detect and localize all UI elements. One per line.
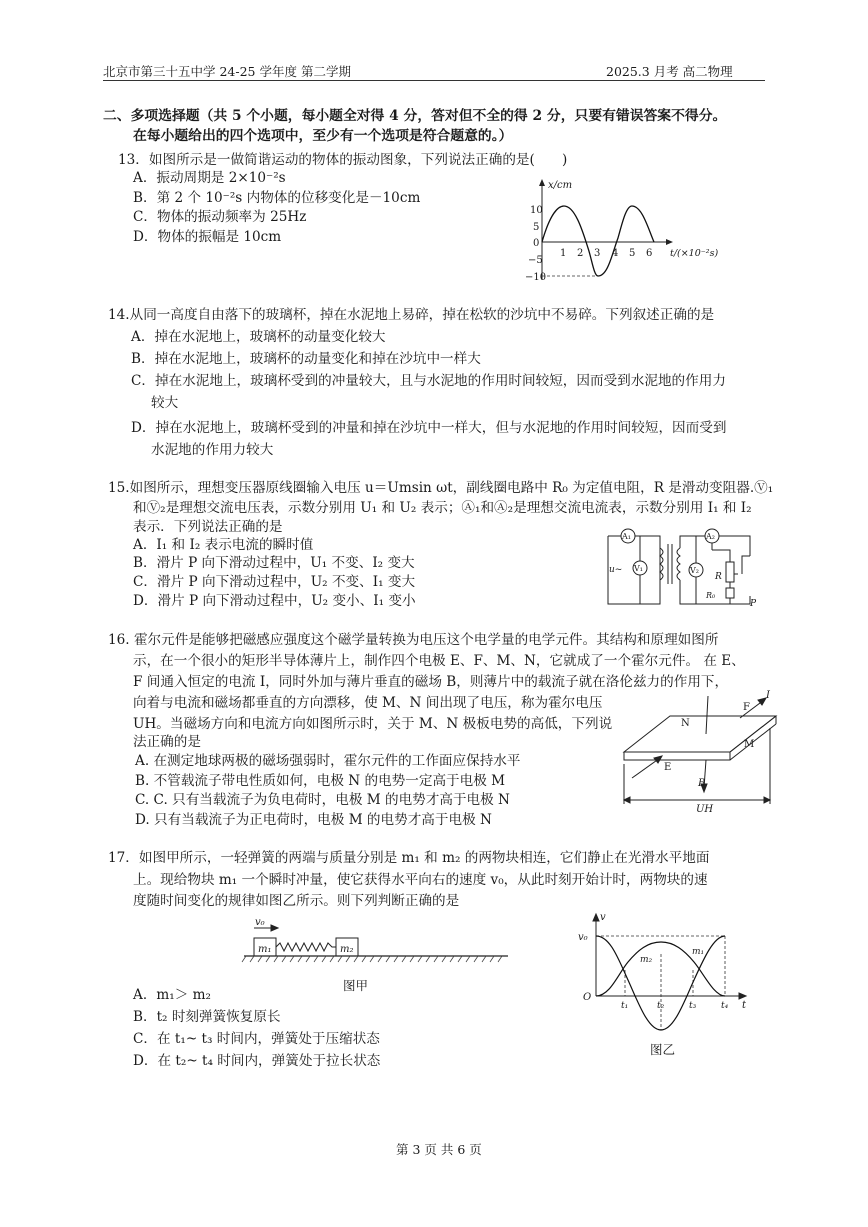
q17-stem-line2: 上。现给物块 m₁ 一个瞬时冲量，使它获得水平向右的速度 v₀，从此时刻开始计时，两物块的速 — [133, 872, 708, 888]
page-footer: 第 3 页 共 6 页 — [396, 1142, 482, 1157]
q15-option-b: B．滑片 P 向下滑动过程中，U₁ 不变、I₂ 变大 — [133, 555, 415, 571]
header-right: 2025.3 月考 高二物理 — [606, 64, 733, 79]
q15-stem-line3: 表示．下列说法正确的是 — [133, 519, 283, 535]
q17-m1-velocity-curve — [596, 936, 725, 1030]
q15-option-d: D．滑片 P 向下滑动过程中，U₂ 变小、I₁ 变小 — [133, 593, 416, 609]
q13-option-a: A．振动周期是 2×10⁻²s — [133, 170, 286, 186]
q17-stem-line1: 17．如图甲所示，一轻弹簧的两端与质量分别是 m₁ 和 m₂ 的两物块相连，它们静止在光滑水平地面 — [108, 850, 710, 866]
q15-source-label: u~ — [609, 565, 623, 575]
q17-option-b: B．t₂ 时刻弹簧恢复原长 — [133, 1009, 281, 1025]
q14-option-c-cont: 较大 — [151, 395, 179, 411]
q15-option-a: A．I₁ 和 I₂ 表示电流的瞬时值 — [133, 537, 314, 553]
q16-line6: 法正确的是 — [133, 734, 201, 750]
q17-v-axis-label: v — [600, 912, 606, 923]
q15-stem-line1: 15.如图所示，理想变压器原线圈输入电压 u＝Umsin ωt，副线圈电路中 R₀ 为定值电阻，R 是滑动变阻器.Ⓥ₁ — [108, 480, 774, 496]
q17-m1-block-label: m₁ — [258, 944, 272, 955]
q14-option-d-cont: 水泥地的作用力较大 — [151, 442, 274, 458]
q13-stem: 13．如图所示是一做简谐运动的物体的振动图象，下列说法正确的是( ) — [118, 152, 568, 168]
q15-a2-label: A₂ — [706, 532, 715, 541]
q16-i-label: I — [766, 690, 770, 701]
q15-transformer-circuit — [600, 526, 770, 610]
q17-m2-block-label: m₂ — [340, 944, 354, 955]
q16-m-label: M — [744, 739, 755, 750]
q16-line3: F 间通入恒定的电流 I，同时外加与薄片垂直的磁场 B，则薄片中的载流子就在洛伦兹力的作用下， — [133, 674, 729, 690]
q14-stem: 14.从同一高度自由落下的玻璃杯，掉在水泥地上易碎，掉在松软的沙坑中不易碎。下列叙述正确的是 — [108, 307, 715, 323]
q17-t2-label: t₂ — [657, 1001, 665, 1011]
q15-v2-label: V₂ — [690, 566, 699, 575]
q13-option-d: D．物体的振幅是 10cm — [133, 229, 282, 245]
q16-line2: 示，在一个很小的矩形半导体薄片上，制作四个电极 E、F、M、N，它就成了一个霍尔元件。 在 E、 — [133, 653, 745, 669]
q16-option-a: A. 在测定地球两极的磁场强弱时，霍尔元件的工作面应保持水平 — [135, 753, 521, 769]
q17-v0-tick: v₀ — [578, 932, 588, 943]
q17-option-a: A．m₁＞ m₂ — [133, 987, 212, 1003]
q16-option-d: D. 只有当载流子为正电荷时，电极 M 的电势才高于电极 N — [135, 812, 492, 828]
q16-f-label: F — [743, 702, 750, 713]
q17-t1-label: t₁ — [621, 1001, 629, 1011]
q15-option-c: C．滑片 P 向下滑动过程中，U₂ 不变、I₁ 变大 — [133, 574, 416, 590]
q17-fig-a-spring-blocks — [240, 912, 512, 1000]
q14-option-d: D．掉在水泥地上，玻璃杯受到的冲量和掉在沙坑中一样大，但与水泥地的作用时间较短，因而受到 — [131, 420, 727, 436]
q17-fig-b-velocity-graph — [578, 910, 758, 1058]
section-title-line2: 在每小题给出的四个选项中，至少有一个选项是符合题意的。） — [133, 128, 513, 144]
q17-t4-label: t₄ — [721, 1001, 729, 1011]
q16-e-label: E — [664, 762, 672, 773]
q17-m1-curve-label: m₁ — [692, 947, 705, 957]
q16-hall-element-figure — [620, 688, 786, 818]
q13-wave-curve — [542, 206, 654, 276]
header-left: 北京市第三十五中学 24-25 学年度 第二学期 — [103, 64, 351, 79]
q13-option-c: C．物体的振动频率为 25Hz — [133, 209, 307, 225]
q17-origin-label: O — [583, 992, 592, 1003]
q16-option-c: C. C. 只有当载流子为负电荷时，电极 M 的电势才高于电极 N — [135, 792, 510, 808]
q13-y-axis-label: x/cm — [548, 180, 573, 191]
q15-r0-label: R₀ — [706, 591, 716, 600]
q13-oscillation-graph — [525, 176, 728, 288]
q13-x-tick: 3 — [594, 248, 601, 259]
q17-v0-label: v₀ — [255, 917, 265, 928]
q15-a1-label: A₁ — [622, 532, 631, 541]
q17-m2-curve-label: m₂ — [640, 955, 653, 965]
q14-option-a: A．掉在水泥地上，玻璃杯的动量变化较大 — [131, 329, 386, 345]
q17-t-axis-label: t — [742, 1000, 747, 1011]
q13-y-tick: 0 — [533, 238, 540, 249]
q17-option-d: D．在 t₂~ t₄ 时间内，弹簧处于拉长状态 — [133, 1053, 381, 1069]
q15-r-label: R — [715, 572, 722, 582]
q13-x-tick: 2 — [577, 248, 584, 259]
q16-n-label: N — [681, 718, 690, 729]
q17-fig-a-caption: 图甲 — [343, 978, 369, 993]
q16-uh-label: UH — [696, 804, 714, 815]
q14-option-c: C．掉在水泥地上，玻璃杯受到的冲量较大，且与水泥地的作用时间较短，因而受到水泥地的作用力 — [131, 373, 726, 389]
q17-m2-velocity-curve — [596, 942, 725, 996]
q16-option-b: B. 不管载流子带电性质如何，电极 N 的电势一定高于电极 M — [135, 773, 506, 789]
q15-p-label: P — [750, 599, 757, 609]
q13-y-tick: 10 — [530, 205, 543, 216]
q15-stem-line2: 和Ⓥ₂是理想交流电压表，示数分别用 U₁ 和 U₂ 表示；Ⓐ₁和Ⓐ₂是理想交流电流表，示数分别用 I₁ 和 I₂ — [133, 500, 752, 516]
section-title-line1: 二、多项选择题（共 5 个小题，每小题全对得 4 分，答对但不全的得 2 分，只要有错误答案不得分。 — [103, 108, 727, 124]
q17-fig-b-caption: 图乙 — [650, 1042, 676, 1057]
q16-b-label: B — [698, 778, 706, 789]
q14-option-b: B．掉在水泥地上，玻璃杯的动量变化和掉在沙坑中一样大 — [131, 351, 481, 367]
q13-option-b: B．第 2 个 10⁻²s 内物体的位移变化是－10cm — [133, 190, 421, 206]
q13-x-tick: 1 — [560, 248, 567, 259]
q17-option-c: C．在 t₁~ t₃ 时间内，弹簧处于压缩状态 — [133, 1031, 380, 1047]
q16-line1: 16. 霍尔元件是能够把磁感应强度这个磁学量转换为电压这个电学量的电学元件。其结构和原理如图所 — [108, 632, 719, 648]
q17-stem-line3: 度随时间变化的规律如图乙所示。则下列判断正确的是 — [133, 893, 460, 909]
q13-y-tick: −10 — [525, 272, 547, 283]
q16-line4: 向着与电流和磁场都垂直的方向漂移，使 M、N 间出现了电压，称为霍尔电压 — [133, 695, 603, 711]
q16-line5: UH。当磁场方向和电流方向如图所示时，关于 M、N 极板电势的高低，下列说 — [133, 716, 613, 732]
q15-v1-label: V₁ — [634, 564, 643, 573]
q13-y-tick: 5 — [533, 222, 540, 233]
q13-x-tick: 5 — [629, 248, 636, 259]
q17-t3-label: t₃ — [689, 1001, 697, 1011]
q13-x-tick: 4 — [612, 248, 619, 259]
q13-y-tick: −5 — [528, 255, 543, 266]
header-rule — [103, 80, 765, 81]
q13-x-tick: 6 — [646, 248, 653, 259]
q13-x-axis-label: t/(×10⁻²s) — [670, 248, 719, 259]
